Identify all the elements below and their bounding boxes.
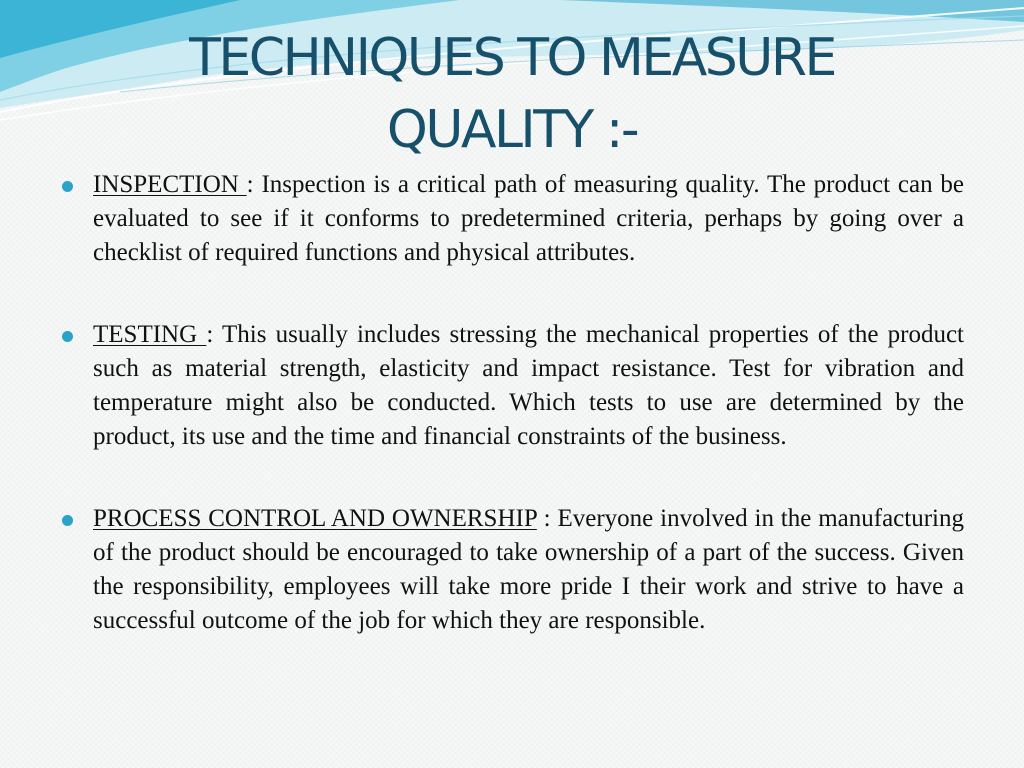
bullet-list — [60, 168, 964, 638]
bullet-inspection — [60, 168, 964, 270]
bullet-testing — [60, 318, 964, 454]
bullet-separator: : — [246, 171, 254, 198]
bullet-process-control — [60, 502, 964, 638]
slide-title-line-2: QUALITY :- — [386, 100, 638, 160]
bullet-term: INSPECTION — [93, 171, 247, 198]
bullet-separator: : — [536, 505, 551, 532]
bullet-separator: : — [206, 321, 214, 348]
bullet-dot-icon — [62, 515, 73, 526]
bullet-term: PROCESS CONTROL AND OWNERSHIP — [93, 505, 537, 532]
bullet-text: Everyone involved in the manufacturing of the product should be encouraged to take ownership of a part of the success. Given the responsibility, employees will take more pride I their work and strive to have a successful outcome of the job for which they are responsible. — [93, 505, 964, 634]
slide-title — [0, 22, 1024, 166]
bullet-dot-icon — [62, 181, 73, 192]
slide-title-line-1: TECHNIQUES TO MEASURE — [189, 28, 835, 88]
bullet-text: Inspection is a critical path of measuring quality. The product can be evaluated to see if it conforms to predetermined criteria, perhaps by going over a checklist of required functions and physical attributes. — [93, 171, 964, 266]
bullet-dot-icon — [62, 331, 73, 342]
bullet-term: TESTING — [93, 321, 207, 348]
bullet-text: This usually includes stressing the mechanical properties of the product such as material strength, elasticity and impact resistance. Test for vibration and temperature might also be conducted. Which tests to use are determined by the product, its use and the time and financial constraints of the business. — [93, 321, 964, 450]
